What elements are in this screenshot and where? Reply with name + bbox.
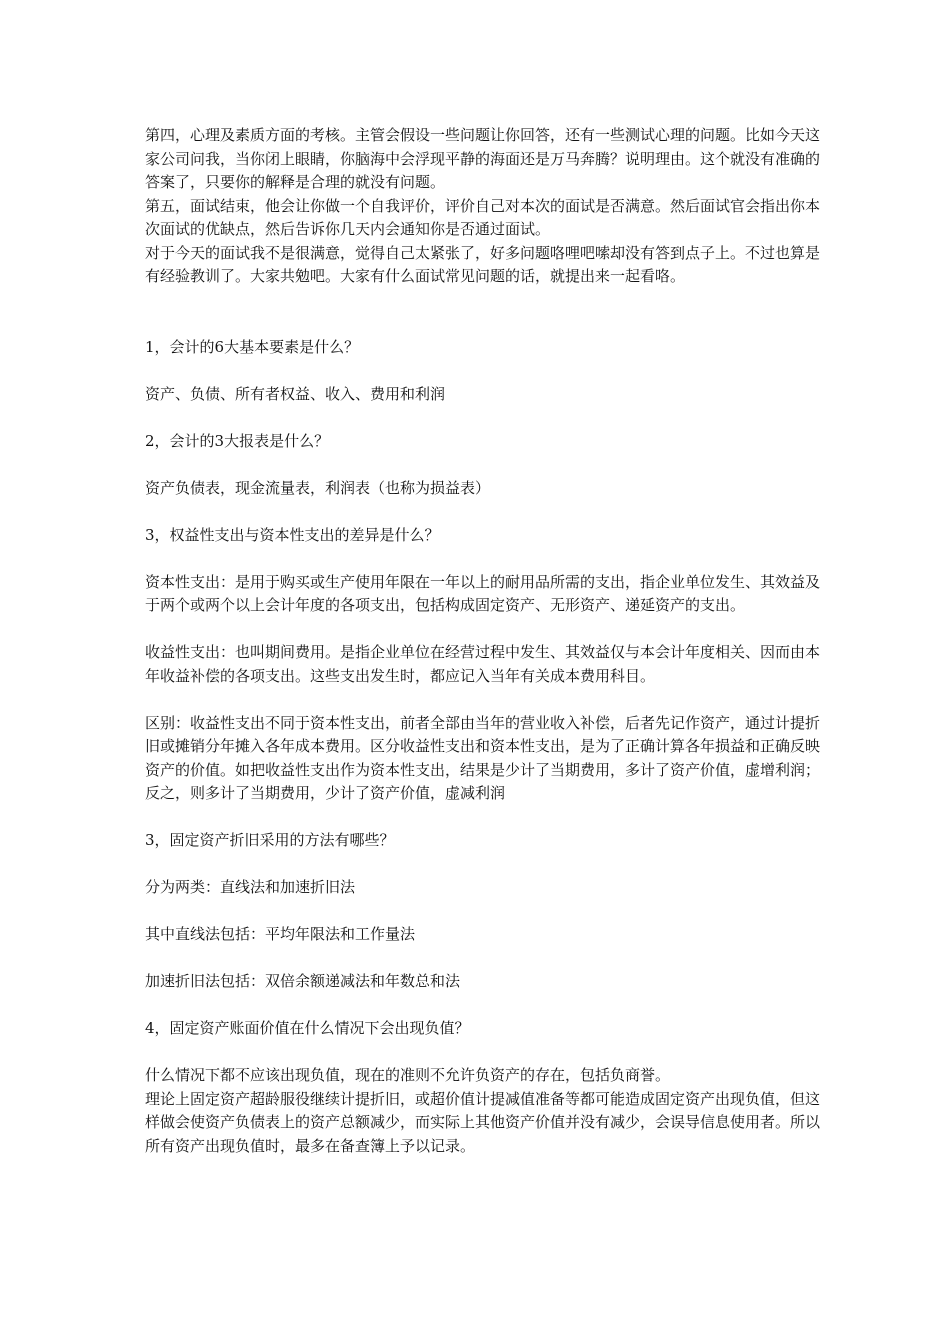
question-3b: 3，固定资产折旧采用的方法有哪些？ xyxy=(145,831,395,849)
answer-4-2: 理论上固定资产超龄服役继续计提折旧，或超价值计提减值准备等都可能造成固定资产出现负值，但这样做会使资产负债表上的资产总额减少，而实际上其他资产价值并没有减少，会误导信息使用者。所以所有资产出现负值时，最多在备查簿上予以记录。 xyxy=(145,1089,821,1155)
answer-3b-3: 加速折旧法包括：双倍余额递减法和年数总和法 xyxy=(145,972,461,990)
intro-paragraph-4: 第四，心理及素质方面的考核。主管会假设一些问题让你回答，还有一些测试心理的问题。比如今天这家公司问我，当你闭上眼睛，你脑海中会浮现平静的海面还是万马奔腾？说明理由。这个就没有准确的答案了，只要你的解释是合理的就没有问题。 xyxy=(145,126,821,191)
intro-paragraph-summary: 对于今天的面试我不是很满意，觉得自己太紧张了，好多问题咯哩吧嗦却没有答到点子上。不过也算是有经验教训了。大家共勉吧。大家有什么面试常见问题的话，就提出来一起看咯。 xyxy=(145,243,821,285)
document-page xyxy=(145,124,820,1158)
answer-3b-2: 其中直线法包括：平均年限法和工作量法 xyxy=(145,925,416,943)
answer-4-1: 什么情况下都不应该出现负值，现在的准则不允许负资产的存在，包括负商誉。 xyxy=(145,1066,671,1084)
question-2: 2，会计的3大报表是什么？ xyxy=(145,431,330,450)
answer-1: 资产、负债、所有者权益、收入、费用和利润 xyxy=(145,384,446,403)
intro-paragraph-5: 第五，面试结束，他会让你做一个自我评价，评价自己对本次的面试是否满意。然后面试官会指出你本次面试的优缺点，然后告诉你几天内会通知你是否通过面试。 xyxy=(145,196,821,238)
answer-3-capital: 资本性支出：是用于购买或生产使用年限在一年以上的耐用品所需的支出，指企业单位发生、其效益及于两个或两个以上会计年度的各项支出，包括构成固定资产、无形资产、递延资产的支出。 xyxy=(145,572,821,614)
answer-3b-1: 分为两类：直线法和加速折旧法 xyxy=(145,878,356,896)
question-3: 3，权益性支出与资本性支出的差异是什么？ xyxy=(145,525,440,544)
answer-3-difference: 区别：收益性支出不同于资本性支出，前者全部由当年的营业收入补偿，后者先记作资产，通过计提折旧或摊销分年摊入各年成本费用。区分收益性支出和资本性支出，是为了正确计算各年损益和正确反映资产的价值。如把收益性支出作为资本性支出，结果是少计了当期费用，多计了资产价值，虚增利润；反之，则多计了当期费用，少计了资产价值，虚减利润 xyxy=(145,713,821,802)
section-gap xyxy=(145,289,820,336)
question-4: 4，固定资产账面价值在什么情况下会出现负值？ xyxy=(145,1019,470,1037)
answer-2: 资产负债表，现金流量表，利润表（也称为损益表） xyxy=(145,478,491,497)
question-1: 1，会计的6大基本要素是什么？ xyxy=(145,337,360,356)
answer-3-revenue: 收益性支出：也叫期间费用。是指企业单位在经营过程中发生、其效益仅与本会计年度相关、因而由本年收益补偿的各项支出。这些支出发生时，都应记入当年有关成本费用科目。 xyxy=(145,643,821,685)
